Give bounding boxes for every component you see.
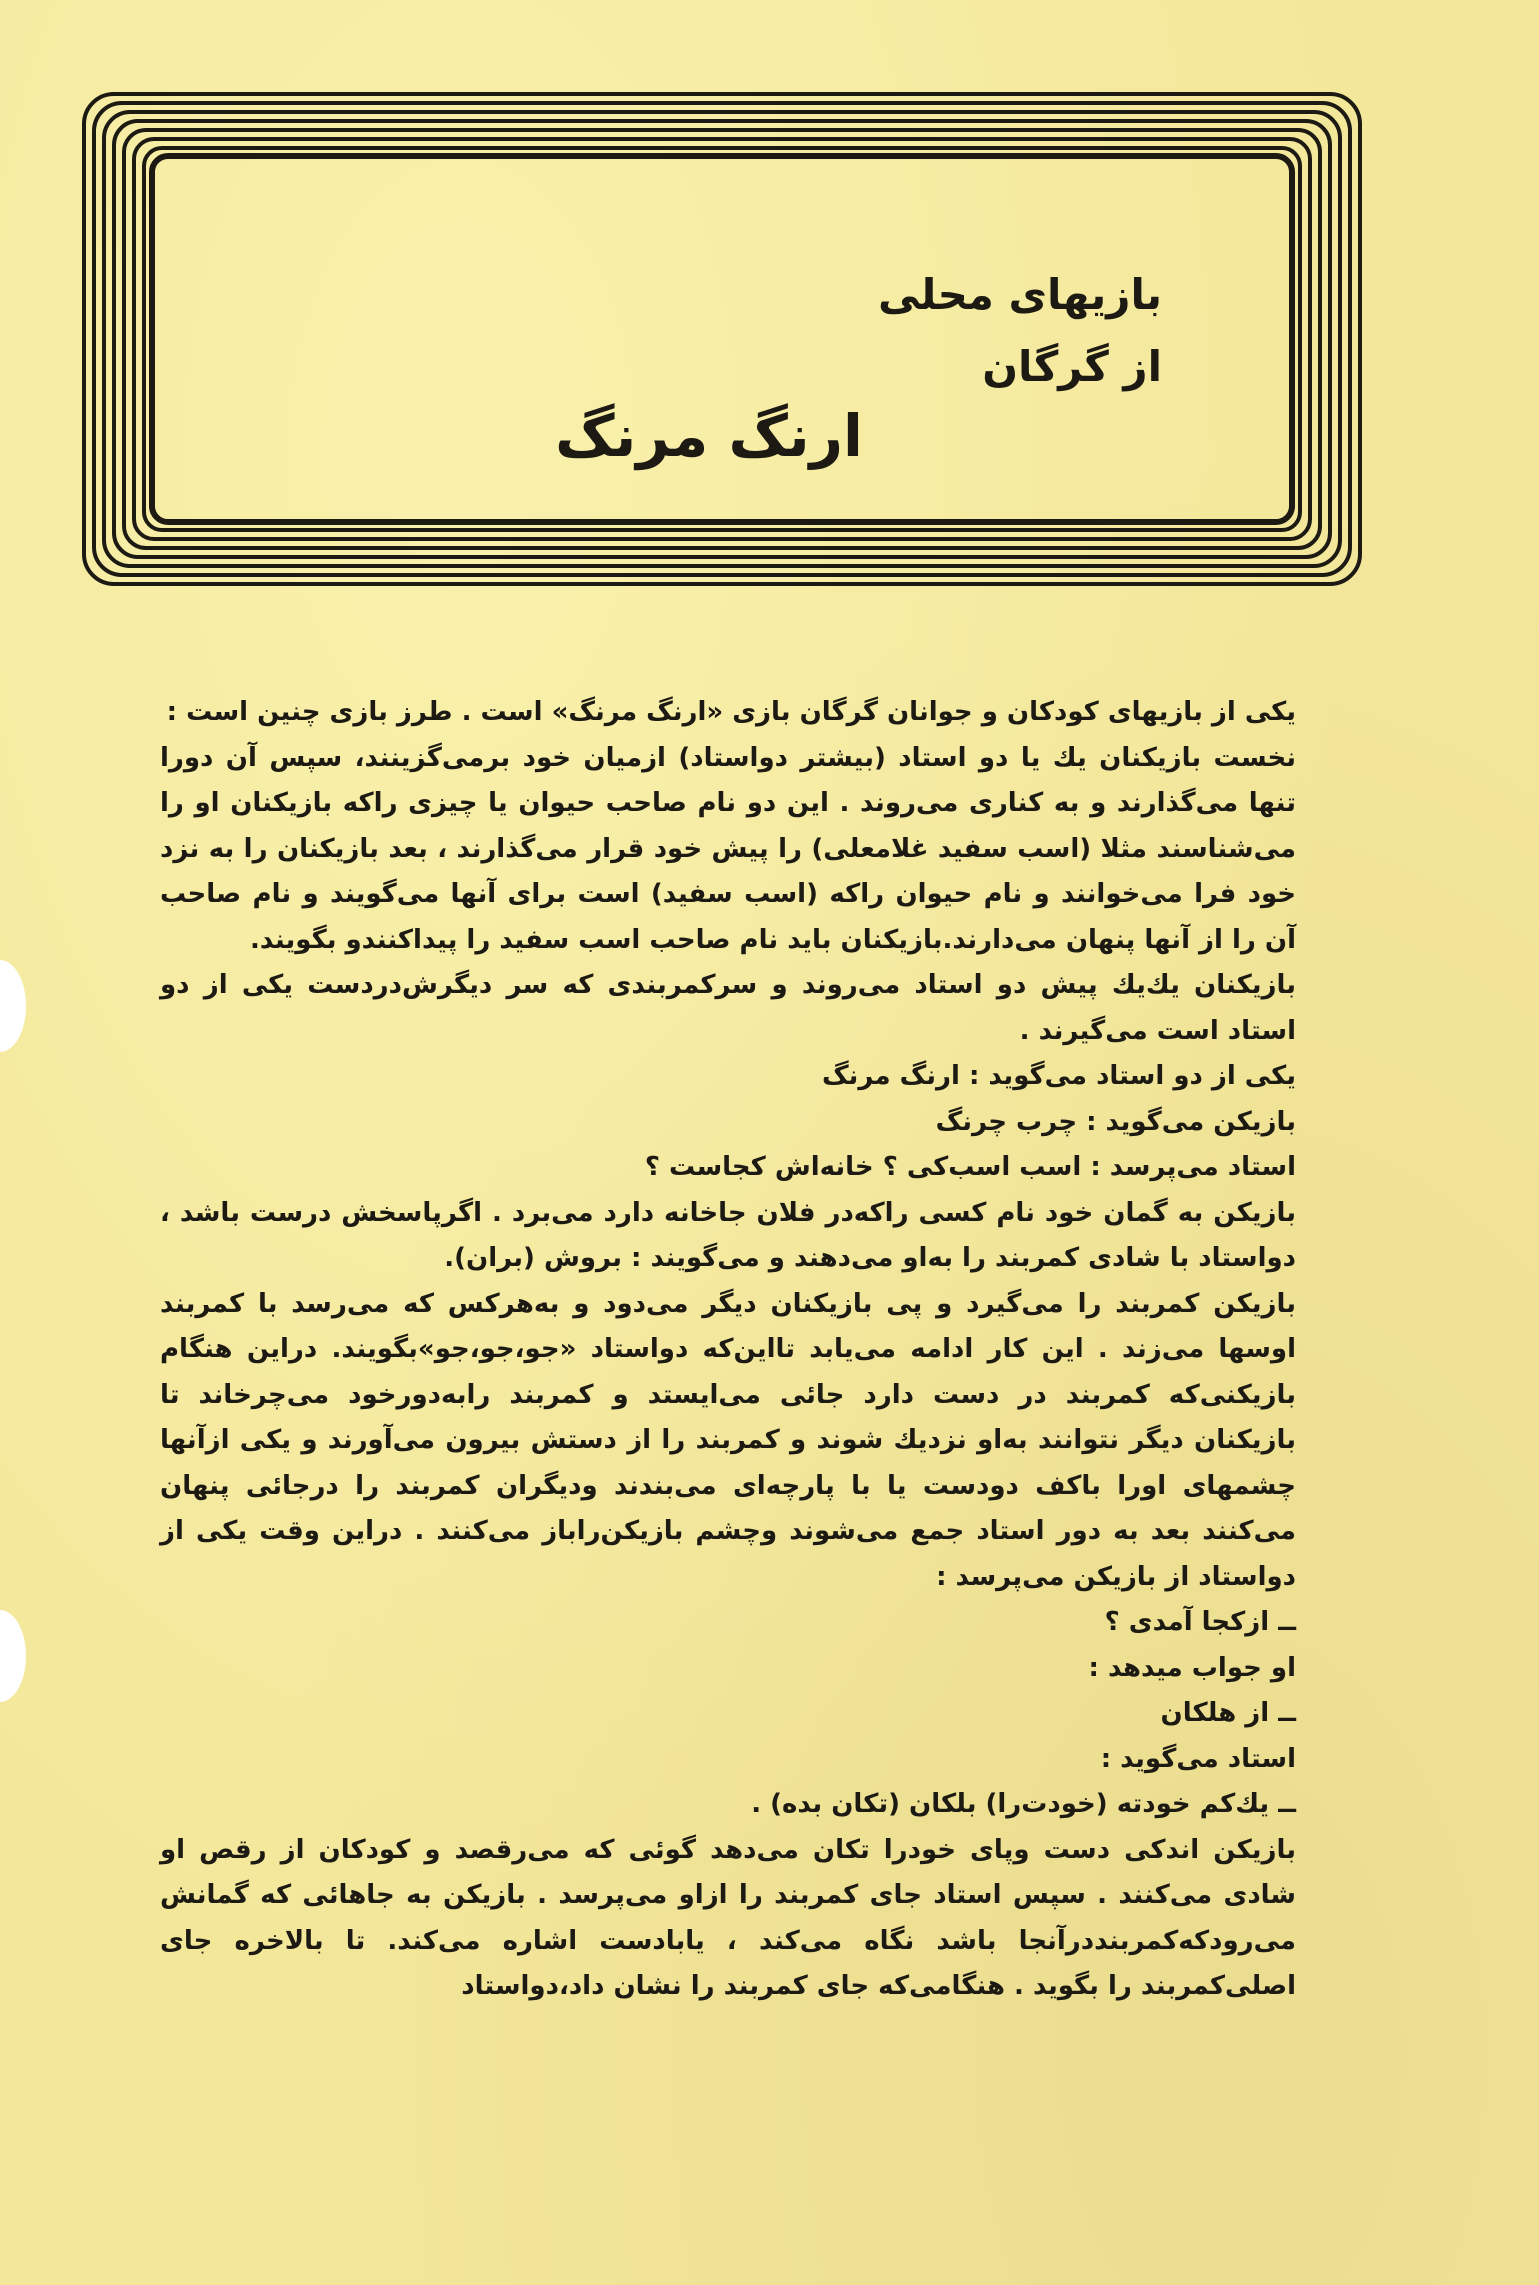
dialog-line: استاد می‌پرسد : اسب اسب‌کی ؟ خانه‌اش کجاست ؟ [644, 1152, 1296, 1182]
paragraph: بازیکن اندکی دست وپای خودرا تکان می‌دهد گوئی که می‌رقصد و کودکان از رقص او شادی می‌کنند . سپس استاد جای کمربند را ازاو می‌پرسد . بازیکن به جاهائی که گمانش می‌رودکه‌کمربنددرآنجا باشد نگاه می‌کند ، یابادست اشاره می‌کند. تا بالاخره جای اصلی‌کمربند را بگوید . هنگامی‌که جای کمربند را نشان داد،دواستاد [160, 1834, 1296, 2001]
dialog-line: بازیکن می‌گوید : چرب چرنگ [935, 1106, 1296, 1137]
article-body [160, 690, 1350, 2010]
dialog-line: ــ یك‌کم خودته (خودت‌را) بلکان (تکان بده) . [751, 1789, 1296, 1819]
game-title: ارنگ مرنگ [555, 402, 863, 470]
paragraph: بازیکن به گمان خود نام کسی راکه‌در فلان جاخانه دارد می‌برد . اگرپاسخش درست باشد ، دواستاد با شادی کمربند را به‌او می‌دهند و می‌گویند : بروش (بران). [160, 1197, 1296, 1273]
dialog-line: ــ از هلکان [1160, 1698, 1296, 1728]
dialog-line: یکی از دو استاد می‌گوید : ارنگ مرنگ [821, 1061, 1296, 1091]
title-box [150, 150, 1298, 522]
dialog-line: ــ ازکجا آمدی ؟ [1104, 1607, 1296, 1637]
paragraph: یکی از بازیهای کودکان و جوانان گرگان بازی «ارنگ مرنگ» است . طرز بازی چنین است : [166, 697, 1296, 727]
paragraph: بازیکن کمربند را می‌گیرد و پی بازیکنان دیگر می‌دود و به‌هرکس که می‌رسد با کمربند اوسها می‌زند . این کار ادامه می‌یابد تااین‌که دواستاد «جو،جو،جو»بگویند. دراین هنگام بازیکنی‌که کمربند در دست دارد جائی می‌ایستد و کمربند رابه‌دورخود می‌چرخاند تا بازیکنان دیگر نتوانند به‌او نزدیك شوند و کمربند را از دستش بیرون می‌آورند و یکی ازآنها چشمهای اورا باکف دودست یا با پارچه‌ای می‌بندند ودیگران کمربند را درجائی پنهان می‌کنند بعد به دور استاد جمع می‌شوند وچشم بازیکن‌راباز می‌کنند . دراین وقت یکی از دواستاد از بازیکن می‌پرسد : [160, 1288, 1296, 1592]
dialog-line: استاد می‌گوید : [1100, 1743, 1296, 1774]
region-title: از گرگان [982, 342, 1162, 391]
paragraph: نخست بازیکنان یك یا دو استاد (بیشتر دواستاد) ازمیان خود برمی‌گزینند، سپس آن دورا تنها می‌گذارند و به کناری می‌روند . این دو نام صاحب حیوان یا چیزی راکه بازیکنان او را می‌شناسند مثلا (اسب سفید غلامعلی) را پیش خود قرار می‌گذارند ، بعد بازیکنان را به نزد خود فرا می‌خوانند و نام حیوان راکه (اسب سفید) است برای آنها می‌گویند و نام صاحب آن را از آنها پنهان می‌دارند.بازیکنان باید نام صاحب اسب سفید را پیداکنندو بگویند. [160, 742, 1296, 955]
series-title: بازیهای محلی [877, 270, 1162, 319]
dialog-line: او جواب میدهد : [1088, 1652, 1296, 1683]
paragraph: بازیکنان یك‌یك پیش دو استاد می‌روند و سرکمربندی که سر دیگرش‌دردست یکی از دو استاد است می‌گیرند . [160, 970, 1296, 1046]
